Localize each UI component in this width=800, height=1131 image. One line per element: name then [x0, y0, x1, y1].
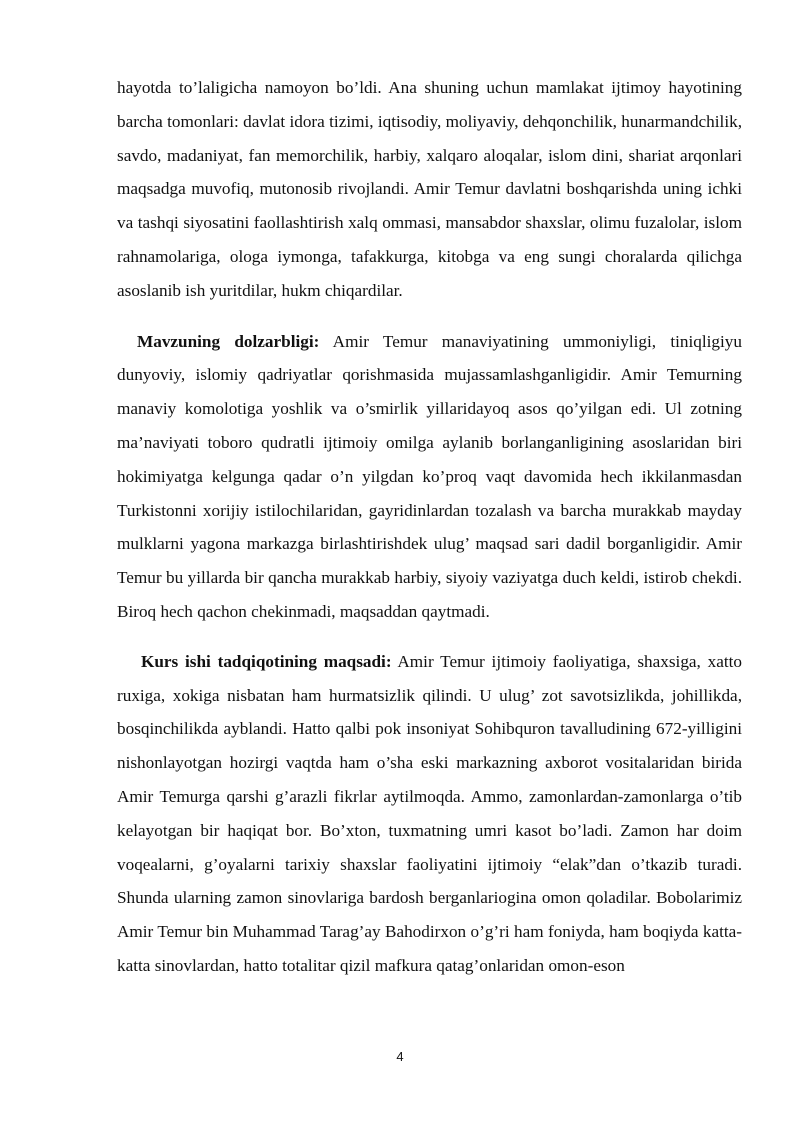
- page-number: 4: [396, 1049, 404, 1064]
- paragraph-3: [117, 645, 742, 983]
- paragraph-3-heading: Kurs ishi tadqiqotining maqsadi:: [141, 651, 392, 671]
- paragraph-3-text: Amir Temur ijtimoiy faoliyatiga, shaxsiga, xatto ruxiga, xokiga nisbatan ham hurmatsizlik qilindi. U ulug’ zot savotsizlikda, johillikda, bosqinchilikda ayblandi. Hatto qalbi pok insoniyat Sohibquron tavalludining 672-yilligini nishonlayotgan hozirgi vaqtda ham o’sha eski markazning axborot vositalaridan birida Amir Temurga qarshi g’arazli fikrlar aytilmoqda. Ammo, zamonlardan-zamonlarga o’tib kelayotgan bir haqiqat bor. Bo’xton, tuxmatning umri kasot bo’ladi. Zamon har doim voqealarni, g’oyalarni tarixiy shaxslar faoliyatini ijtimoiy “elak”dan o’tkazib turadi. Shunda ularning zamon sinovlariga bardosh berganlariogina omon qoladilar. Bobolarimiz Amir Temur bin Muhammad Tarag’ay Bahodirxon o’g’ri ham foniyda, ham boqiyda katta-katta sinovlardan, hatto totalitar qizil mafkura qatag’onlaridan omon-eson: [117, 651, 742, 975]
- paragraph-2: [117, 325, 742, 629]
- paragraph-2-heading: Mavzuning dolzarbligi:: [137, 331, 320, 351]
- paragraph-2-text: Amir Temur manaviyatining ummoniyligi, tiniqligiyu dunyoviy, islomiy qadriyatlar qorishmasida mujassamlashganligidir. Amir Temurning manaviy komolotiga yoshlik va o’smirlik yillaridayoq asos qo’yilgan edi. Ul zotning ma’naviyati toboro qudratli ijtimoiy omilga aylanib borlanganligining asoslaridan biri hokimiyatga kelgunga qadar o’n yilgdan ko’proq vaqt davomida hech ikkilanmasdan Turkistonni xorijiy istilochilaridan, gayridinlardan tozalash va barcha murakkab mayday mulklarni yagona markazga birlashtirishdek ulug’ maqsad sari dadil borganligidir. Amir Temur bu yillarda bir qancha murakkab harbiy, siyoiy vaziyatga duch keldi, istirob chekdi. Biroq hech qachon chekinmadi, maqsaddan qaytmadi.: [117, 331, 742, 621]
- document-body: [117, 71, 742, 983]
- paragraph-1: [117, 71, 742, 308]
- paragraph-1-text: hayotda to’laligicha namoyon bo’ldi. Ana shuning uchun mamlakat ijtimoy hayotining barcha tomonlari: davlat idora tizimi, iqtisodiy, moliyaviy, dehqonchilik, hunarmandchilik, savdo, madaniyat, fan memorchilik, harbiy, xalqaro aloqalar, islom dini, shariat arqonlari maqsadga muvofiq, mutonosib rivojlandi. Amir Temur davlatni boshqarishda uning ichki va tashqi siyosatini faollashtirish xalq ommasi, mansabdor shaxslar, olimu fuzalolar, islom rahnamolariga, ologa iymonga, tafakkurga, kitobga va eng sungi choralarda qilichga asoslanib ish yuritdilar, hukm chiqardilar.: [117, 78, 742, 300]
